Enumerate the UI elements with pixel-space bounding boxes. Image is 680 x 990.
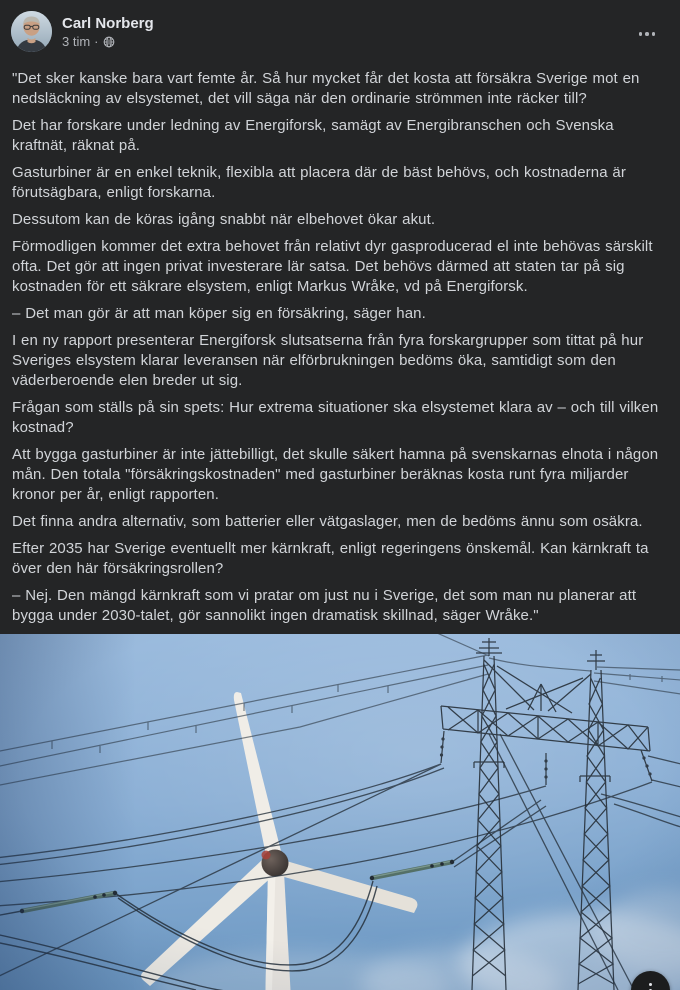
post-paragraph: Att bygga gasturbiner är inte jättebilligt, det skulle säkert hamna på svenskarnas elnota i någon mån. Den totala "försäkringskostnaden" med gasturbiner beräknas kosta runt fyra miljarder kronor per år, enligt rapporten. [12,446,659,503]
post-image[interactable] [0,634,680,990]
timestamp: 3 tim [62,34,91,49]
ellipsis-vertical-icon [649,983,653,987]
post-text [12,69,668,633]
post-paragraph: Dessutom kan de köras igång snabbt när elbehovet ökar akut. [12,211,436,228]
post-options-button[interactable] [630,24,664,44]
post-paragraph: Frågan som ställs på sin spets: Hur extrema situationer ska elsystemet klara av – och till vilken kostnad? [12,399,659,436]
wind-turbine-powerlines-photo [0,634,680,990]
post-paragraph: – Det man gör är att man köper sig en försäkring, säger han. [12,305,426,322]
post-paragraph: I en ny rapport presenterar Energiforsk slutsatserna från fyra forskargrupper som tittat på hur Sveriges elsystem klarar leveransen när elförbrukningen bedöms öka, samtidigt som den väderberoende elen breder ut sig. [12,332,644,389]
post-paragraph: Förmodligen kommer det extra behovet från relativt dyr gasproducerad el inte behövas särskilt ofta. Det gör att ingen privat investerare lär satsa. Det behövs därmed att staten tar på sig kostnaden för ett säkrare elsystem, enligt Markus Wråke, vd på Energiforsk. [12,238,653,295]
post-header [0,0,680,70]
post-paragraph: Det finna andra alternativ, som batterier eller vätgaslager, men de bedöms ännu som osäkra. [12,513,643,530]
author-name[interactable]: Carl Norberg [62,15,154,32]
meta-separator: · [94,34,99,49]
post-paragraph: "Det sker kanske bara vart femte år. Så hur mycket får det kosta att försäkra Sverige mot en nedsläckning av elsystemet, det vill säga när den ordinarie strömmen inte räcker till? [12,70,640,107]
post-paragraph: Efter 2035 har Sverige eventuellt mer kärnkraft, enligt regeringens önskemål. Kan kärnkraft ta över den här försäkringsrollen? [12,540,649,577]
ellipsis-horizontal-icon [639,32,643,36]
post-paragraph: – Nej. Den mängd kärnkraft som vi pratar om just nu i Sverige, det som man nu planerar att bygga under 2030-talet, gör sannolikt ingen dramatisk skillnad, säger Wråke." [12,587,637,624]
globe-icon [103,36,115,48]
avatar[interactable] [11,11,52,52]
post-meta [62,33,115,50]
post-paragraph: Gasturbiner är en enkel teknik, flexibla att placera där de bäst behövs, och kostnaderna är förutsägbara, enligt forskarna. [12,164,626,201]
avatar-image [11,11,52,52]
post-paragraph: Det har forskare under ledning av Energiforsk, samägt av Energibranschen och Svenska kraftnät, räknat på. [12,117,614,154]
